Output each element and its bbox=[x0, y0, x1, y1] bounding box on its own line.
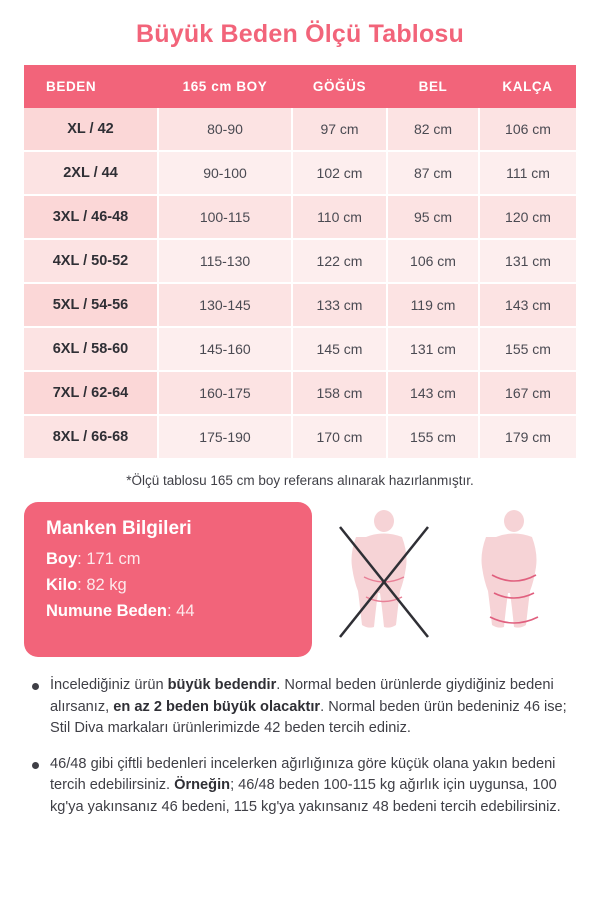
model-height-label: Boy bbox=[46, 550, 78, 568]
column-header-boy: 165 cm BOY bbox=[158, 65, 292, 108]
model-height-value: : 171 cm bbox=[77, 550, 141, 568]
table-row bbox=[24, 239, 576, 283]
table-row bbox=[24, 371, 576, 415]
cell-beden: 3XL / 46-48 bbox=[24, 195, 158, 239]
model-weight-value: : 82 kg bbox=[77, 576, 127, 594]
cell-beden: 2XL / 44 bbox=[24, 151, 158, 195]
cell-gogus: 102 cm bbox=[292, 151, 387, 195]
cell-boy: 130-145 bbox=[158, 283, 292, 327]
cell-bel: 131 cm bbox=[387, 327, 479, 371]
cell-gogus: 122 cm bbox=[292, 239, 387, 283]
page-title: Büyük Beden Ölçü Tablosu bbox=[136, 20, 464, 48]
list-item bbox=[32, 675, 570, 740]
note-text-1: İncelediğiniz ürün büyük bedendir. Normal beden ürünlerde giydiğiniz bedeni alırsanız, en az 2 beden büyük olacaktır. Normal beden ürün bedeniniz 46 ise; Stil Diva markaları ürünlerimizde 42 beden tercih ediniz. bbox=[50, 677, 567, 737]
cell-boy: 115-130 bbox=[158, 239, 292, 283]
cell-beden: 6XL / 58-60 bbox=[24, 327, 158, 371]
cell-kalca: 106 cm bbox=[479, 108, 576, 151]
cell-beden: 4XL / 50-52 bbox=[24, 239, 158, 283]
cell-bel: 143 cm bbox=[387, 371, 479, 415]
cell-kalca: 131 cm bbox=[479, 239, 576, 283]
table-row bbox=[24, 151, 576, 195]
cell-gogus: 170 cm bbox=[292, 415, 387, 459]
incorrect-measurement-figure-icon bbox=[324, 505, 444, 655]
bullet-dot-icon bbox=[32, 683, 39, 690]
cell-beden: 7XL / 62-64 bbox=[24, 371, 158, 415]
list-item bbox=[32, 754, 570, 819]
cell-kalca: 111 cm bbox=[479, 151, 576, 195]
notes-list bbox=[24, 657, 576, 819]
model-info-heading: Manken Bilgileri bbox=[46, 518, 192, 539]
cell-bel: 119 cm bbox=[387, 283, 479, 327]
cell-bel: 82 cm bbox=[387, 108, 479, 151]
cell-bel: 155 cm bbox=[387, 415, 479, 459]
table-footnote: *Ölçü tablosu 165 cm boy referans alınarak hazırlanmıştır. bbox=[126, 473, 474, 488]
cell-gogus: 145 cm bbox=[292, 327, 387, 371]
note-text-2: 46/48 gibi çiftli bedenleri incelerken ağırlığınıza göre küçük olana yakın bedeni tercih edebilirsiniz. Örneğin; 46/48 beden 100-115 kg ağırlık için uygunsa, 100 kg'ya yakınsanız 46 bedeni, 115 kg'ya yakınsanız 48 bedeni tercih edebilirsiniz. bbox=[50, 755, 561, 815]
model-sample-size-label: Numune Beden bbox=[46, 602, 168, 620]
table-row bbox=[24, 415, 576, 459]
column-header-gogus: GÖĞÜS bbox=[292, 65, 387, 108]
column-header-kalca: KALÇA bbox=[479, 65, 576, 108]
model-sample-size-value: : 44 bbox=[167, 602, 195, 620]
cell-bel: 95 cm bbox=[387, 195, 479, 239]
cell-kalca: 179 cm bbox=[479, 415, 576, 459]
model-weight-row bbox=[46, 576, 292, 595]
cell-beden: 5XL / 54-56 bbox=[24, 283, 158, 327]
cell-kalca: 155 cm bbox=[479, 327, 576, 371]
bullet-dot-icon bbox=[32, 762, 39, 769]
table-header-row bbox=[24, 65, 576, 108]
cell-kalca: 167 cm bbox=[479, 371, 576, 415]
cell-bel: 106 cm bbox=[387, 239, 479, 283]
measurement-figures bbox=[312, 502, 576, 657]
cell-kalca: 120 cm bbox=[479, 195, 576, 239]
model-sample-size-row bbox=[46, 602, 292, 621]
model-height-row bbox=[46, 550, 292, 569]
cell-beden: XL / 42 bbox=[24, 108, 158, 151]
cell-boy: 100-115 bbox=[158, 195, 292, 239]
table-row bbox=[24, 108, 576, 151]
cell-gogus: 158 cm bbox=[292, 371, 387, 415]
correct-measurement-figure-icon bbox=[454, 505, 574, 655]
table-row bbox=[24, 195, 576, 239]
size-table bbox=[24, 65, 576, 460]
cell-gogus: 97 cm bbox=[292, 108, 387, 151]
cell-boy: 160-175 bbox=[158, 371, 292, 415]
cell-boy: 175-190 bbox=[158, 415, 292, 459]
cell-kalca: 143 cm bbox=[479, 283, 576, 327]
cell-boy: 80-90 bbox=[158, 108, 292, 151]
table-row bbox=[24, 283, 576, 327]
cell-bel: 87 cm bbox=[387, 151, 479, 195]
cell-boy: 90-100 bbox=[158, 151, 292, 195]
model-info-section bbox=[24, 502, 576, 657]
cell-beden: 8XL / 66-68 bbox=[24, 415, 158, 459]
model-weight-label: Kilo bbox=[46, 576, 78, 594]
cell-boy: 145-160 bbox=[158, 327, 292, 371]
table-row bbox=[24, 327, 576, 371]
model-info-card bbox=[24, 502, 312, 657]
column-header-beden: BEDEN bbox=[24, 65, 158, 108]
column-header-bel: BEL bbox=[387, 65, 479, 108]
cell-gogus: 133 cm bbox=[292, 283, 387, 327]
cell-gogus: 110 cm bbox=[292, 195, 387, 239]
